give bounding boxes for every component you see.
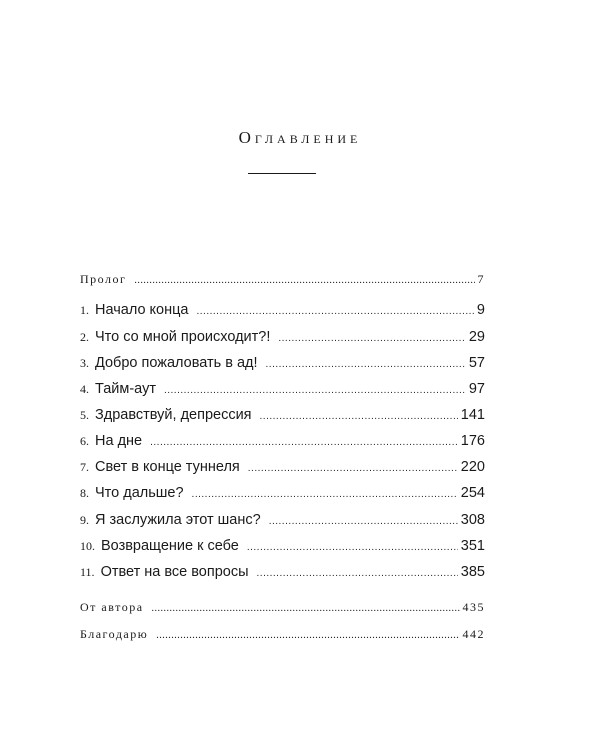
- toc-entry-chapter-2[interactable]: [80, 329, 485, 345]
- toc-entry-chapter-7[interactable]: [80, 459, 485, 475]
- entry-number: 9.: [80, 513, 89, 527]
- entry-number: 6.: [80, 434, 89, 448]
- entry-page: 308: [460, 512, 485, 528]
- entry-page: 9: [476, 302, 485, 318]
- entry-title: Тайм-аут: [95, 381, 156, 397]
- entry-page: 351: [460, 538, 485, 554]
- dot-leader: [150, 437, 458, 448]
- entry-number: 2.: [80, 330, 89, 344]
- toc-entry-chapter-4[interactable]: [80, 381, 485, 397]
- entry-page: 442: [462, 627, 485, 641]
- entry-number: 3.: [80, 356, 89, 370]
- entry-title: Что со мной происходит?!: [95, 329, 271, 345]
- entry-page: 220: [460, 459, 485, 475]
- entry-page: 254: [460, 485, 485, 501]
- entry-title: Возвращение к себе: [101, 538, 239, 554]
- entry-title: На дне: [95, 433, 143, 449]
- dot-leader: [248, 463, 458, 474]
- dot-leader: [134, 275, 474, 286]
- entry-page: 29: [468, 329, 485, 345]
- entry-title: Ответ на все вопросы: [100, 564, 249, 580]
- dot-leader: [197, 306, 474, 317]
- entry-title: От автора: [80, 600, 144, 614]
- entry-title: Благодарю: [80, 627, 149, 641]
- dot-leader: [164, 385, 466, 396]
- toc-heading: Оглавление: [238, 128, 362, 147]
- entry-number: 10.: [80, 539, 95, 553]
- entry-page: 57: [468, 355, 485, 371]
- dot-leader: [247, 542, 458, 553]
- toc-entry-chapter-3[interactable]: [80, 355, 485, 371]
- dot-leader: [152, 603, 460, 614]
- entry-title: Что дальше?: [95, 485, 184, 501]
- entry-number: 1.: [80, 303, 89, 317]
- entry-number: 4.: [80, 382, 89, 396]
- entry-title: Пролог: [80, 272, 127, 286]
- toc-entry-chapter-5[interactable]: [80, 407, 485, 423]
- entry-page: 385: [460, 564, 485, 580]
- toc-entry-from-author[interactable]: [80, 600, 485, 615]
- entry-page: 435: [462, 600, 485, 614]
- entry-number: 5.: [80, 408, 89, 422]
- entry-page: 176: [460, 433, 485, 449]
- toc-entry-chapter-11[interactable]: [80, 564, 485, 580]
- toc-entry-chapter-10[interactable]: [80, 538, 485, 554]
- dot-leader: [260, 411, 458, 422]
- dot-leader: [156, 630, 459, 641]
- dot-leader: [192, 489, 458, 500]
- dot-leader: [266, 359, 466, 370]
- entry-page: 97: [468, 381, 485, 397]
- entry-number: 11.: [80, 565, 95, 579]
- dot-leader: [257, 568, 458, 579]
- entry-title: Здравствуй, депрессия: [95, 407, 252, 423]
- entry-title: Начало конца: [95, 302, 189, 318]
- entry-number: 7.: [80, 460, 89, 474]
- toc-entry-chapter-9[interactable]: [80, 512, 485, 528]
- toc-entry-acknowledgements[interactable]: [80, 627, 485, 642]
- entry-title: Свет в конце туннеля: [95, 459, 240, 475]
- entry-title: Я заслужила этот шанс?: [95, 512, 261, 528]
- dot-leader: [278, 333, 465, 344]
- toc-entry-chapter-8[interactable]: [80, 485, 485, 501]
- dot-leader: [269, 516, 458, 527]
- entry-page: 141: [460, 407, 485, 423]
- entry-page: 7: [477, 272, 485, 286]
- entry-title: Добро пожаловать в ад!: [95, 355, 258, 371]
- toc-entry-prologue[interactable]: [80, 272, 485, 287]
- heading-rule: [248, 173, 316, 174]
- toc-entry-chapter-6[interactable]: [80, 433, 485, 449]
- entry-number: 8.: [80, 486, 89, 500]
- toc-entry-chapter-1[interactable]: [80, 302, 485, 318]
